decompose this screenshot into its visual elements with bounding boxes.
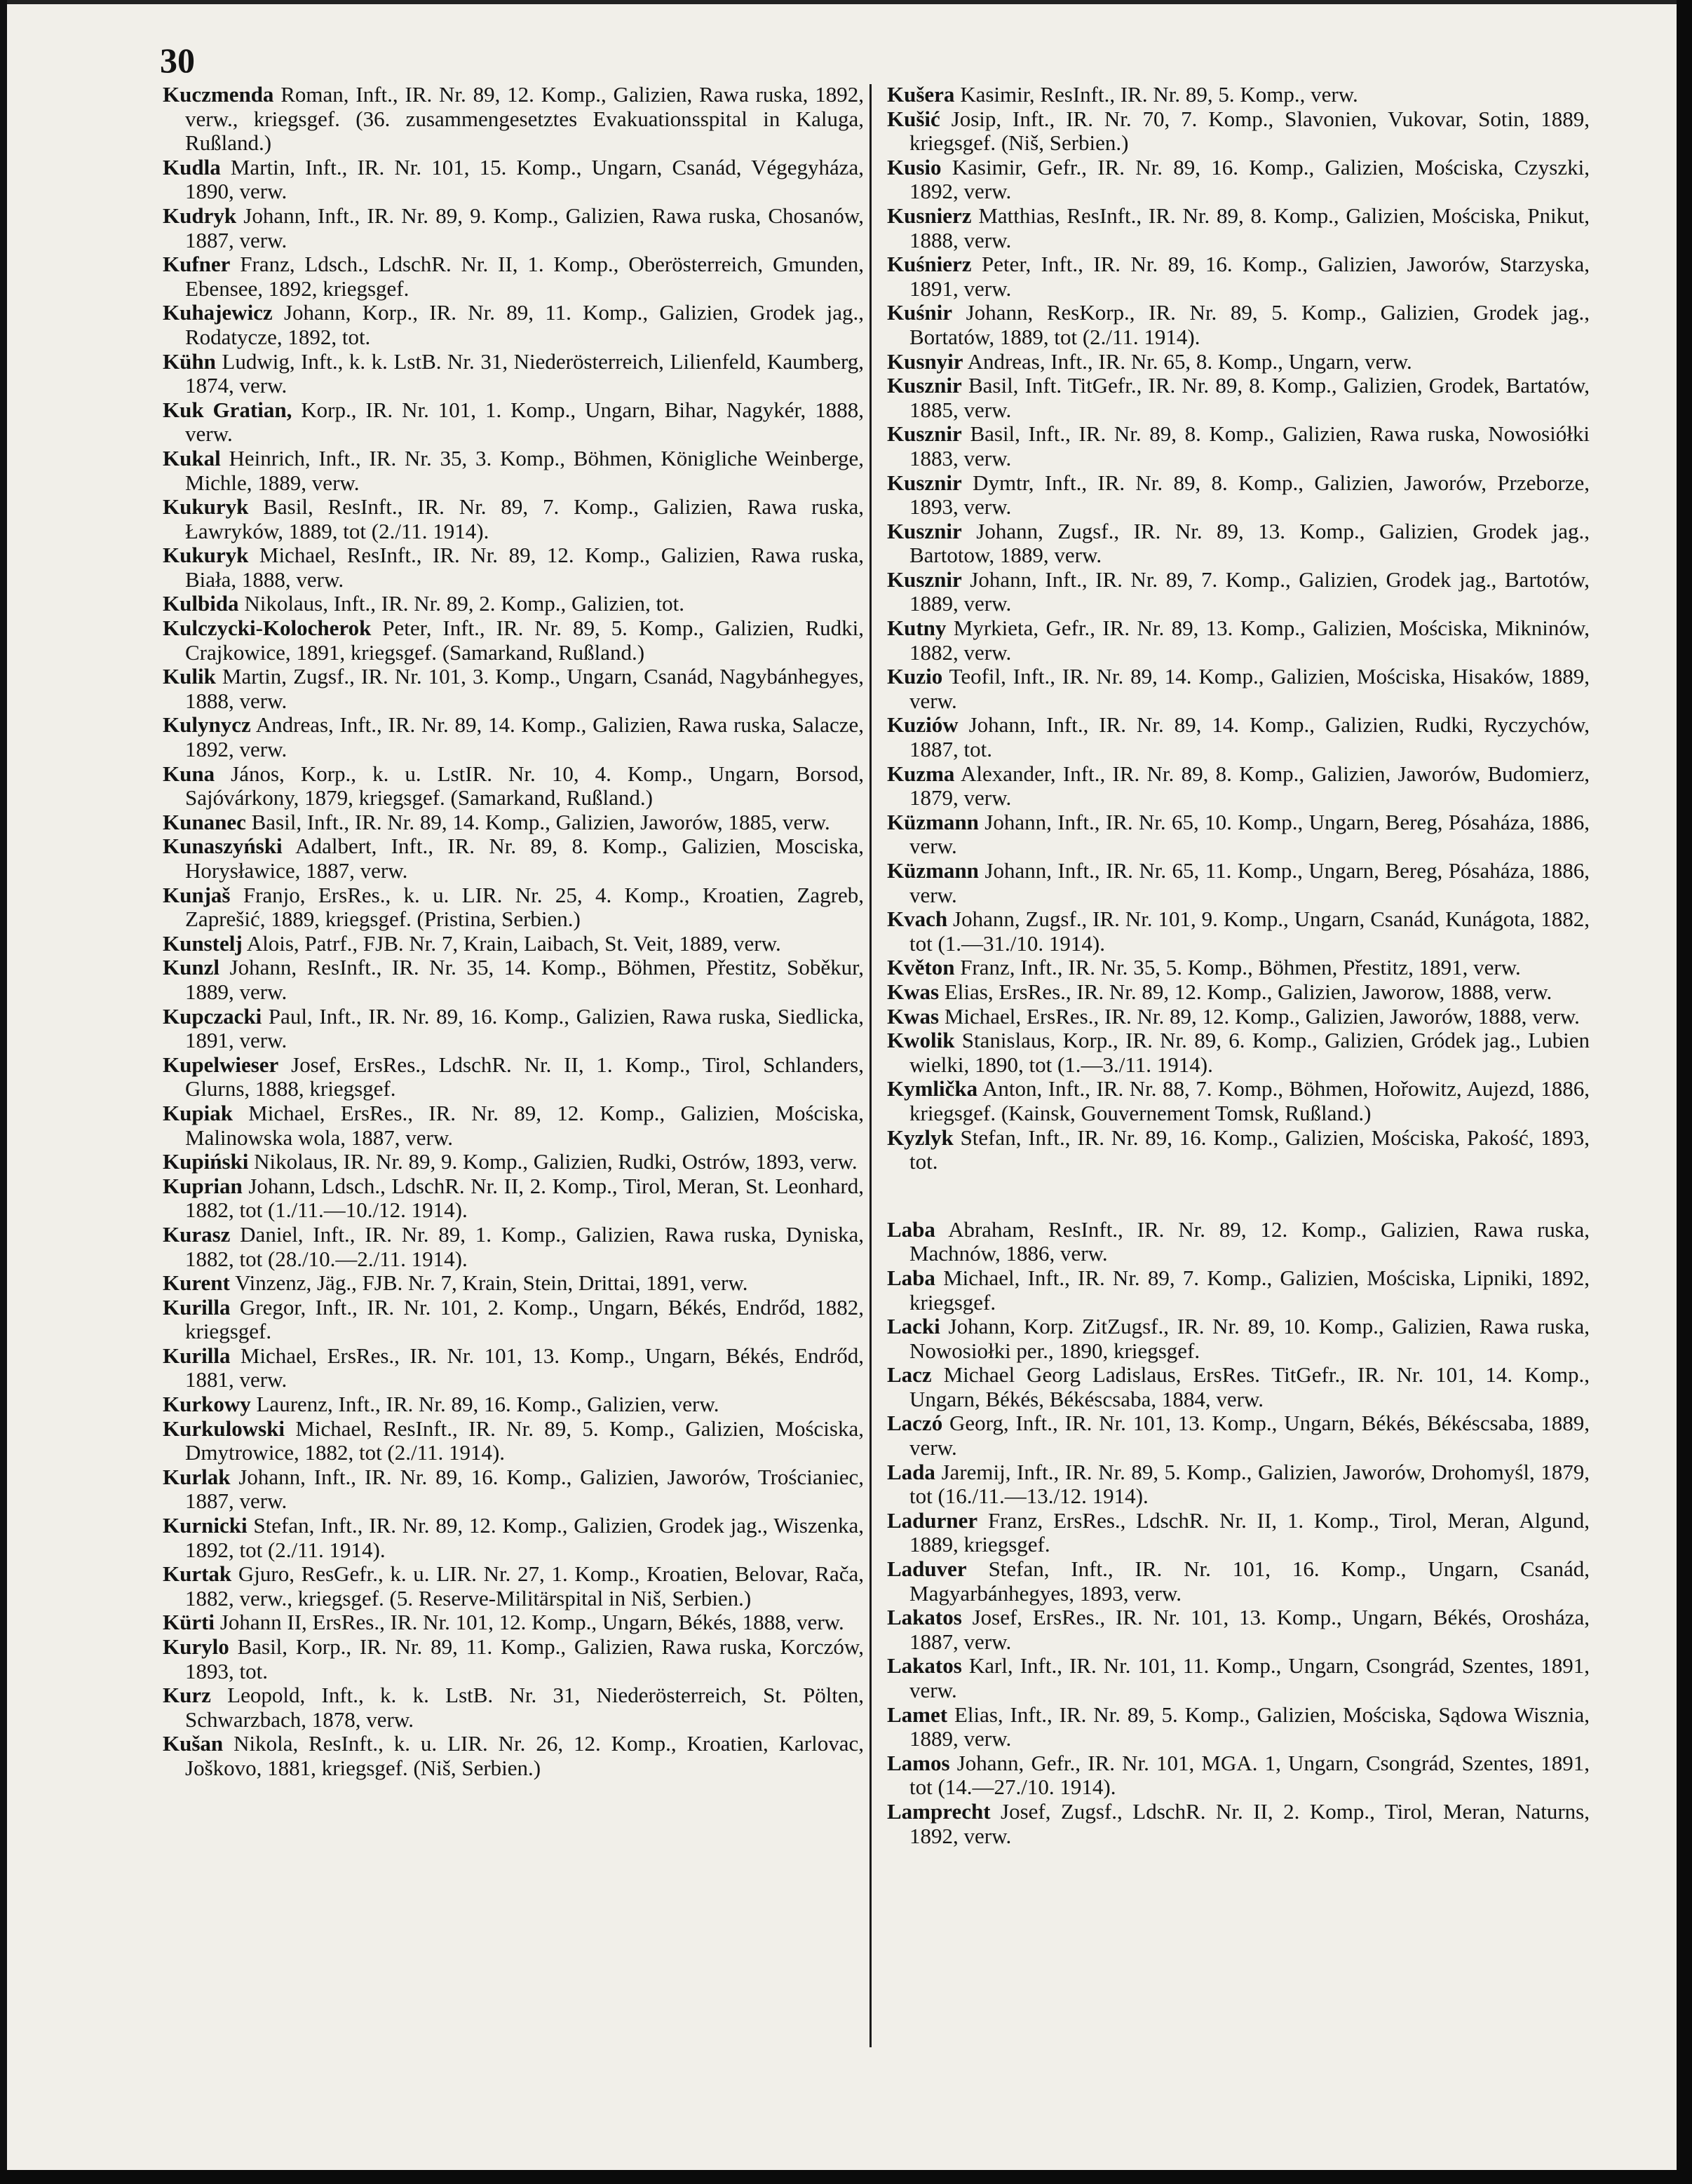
entry-details: Michael, Inft., IR. Nr. 89, 7. Komp., Galizien, Mościska, Lipniki, 1892, kriegsgef.: [909, 1265, 1590, 1315]
entry-details: Johann, Zugsf., IR. Nr. 101, 9. Komp., Ungarn, Csanád, Kunágota, 1882, tot (1.—31./10. 1914).: [909, 907, 1590, 956]
entry-details: Josef, ErsRes., IR. Nr. 101, 13. Komp., Ungarn, Békés, Orosháza, 1887, verw.: [909, 1605, 1590, 1654]
entry-details: Josef, Zugsf., LdschR. Nr. II, 2. Komp., Tirol, Meran, Naturns, 1892, verw.: [909, 1798, 1590, 1848]
entry-details: Gjuro, ResGefr., k. u. LIR. Nr. 27, 1. Komp., Kroatien, Belovar, Rača, 1882, verw., kriegsgef. (5. Reserve-Militärspital in Niš, Serbien.): [185, 1561, 864, 1610]
entry-surname: Kušić: [887, 106, 940, 131]
roster-entry: [163, 883, 864, 932]
roster-entry: [887, 374, 1590, 422]
entry-surname: Kukuryk: [163, 543, 249, 568]
entry-details: Paul, Inft., IR. Nr. 89, 16. Komp., Galizien, Rawa ruska, Siedlicka, 1891, verw.: [185, 1003, 864, 1053]
entry-details: Elias, Inft., IR. Nr. 89, 5. Komp., Galizien, Mościska, Sądowa Wisznia, 1889, verw.: [909, 1702, 1590, 1751]
roster-entry: [163, 932, 864, 956]
roster-entry: [887, 471, 1590, 520]
entry-details: Martin, Inft., IR. Nr. 101, 15. Komp., Ungarn, Csanád, Végegyháza, 1890, verw.: [185, 154, 864, 204]
roster-entry: [163, 1562, 864, 1610]
roster-entry: [887, 107, 1590, 156]
roster-entry: [163, 1223, 864, 1271]
entry-surname: Kunstelj: [163, 930, 243, 956]
roster-entry: [163, 1610, 864, 1635]
roster-entry: [887, 350, 1590, 374]
roster-entry: [887, 1411, 1590, 1460]
entry-surname: Kuna: [163, 761, 215, 786]
entry-surname: Kusnyir: [887, 348, 963, 374]
roster-entry: [163, 350, 864, 398]
roster-entry: [887, 1800, 1590, 1848]
entry-surname: Kutny: [887, 616, 947, 641]
entry-surname: Kuprian: [163, 1173, 243, 1198]
entry-details: János, Korp., k. u. LstIR. Nr. 10, 4. Komp., Ungarn, Borsod, Sajóvárkony, 1879, kriegsgef. (Samarkand, Rußland.): [185, 761, 864, 810]
roster-entry: [887, 1654, 1590, 1702]
roster-entry: [163, 156, 864, 204]
roster-entry: [887, 1703, 1590, 1751]
entry-details: Michael, ErsRes., IR. Nr. 89, 12. Komp., Galizien, Jaworów, 1888, verw.: [939, 1003, 1580, 1029]
entry-details: Stanislaus, Korp., IR. Nr. 89, 6. Komp., Galizien, Gródek jag., Lubien wielki, 1890, tot (1.—3./11. 1914).: [909, 1028, 1590, 1077]
entry-details: Basil, Inft., IR. Nr. 89, 8. Komp., Galizien, Rawa ruska, Nowosiółki 1883, verw.: [909, 421, 1590, 470]
entry-surname: Kurnicki: [163, 1513, 248, 1538]
entry-details: Stefan, Inft., IR. Nr. 89, 12. Komp., Galizien, Grodek jag., Wiszenka, 1892, tot (2./11. 1914).: [185, 1513, 864, 1562]
entry-details: Roman, Inft., IR. Nr. 89, 12. Komp., Galizien, Rawa ruska, 1892, verw., kriegsgef. (36. zusammengesetztes Evakuationsspital in Kaluga, Rußland.): [185, 82, 864, 156]
entry-surname: Kudla: [163, 154, 221, 179]
entry-details: Josef, ErsRes., LdschR. Nr. II, 1. Komp., Tirol, Schlanders, Glurns, 1888, kriegsgef.: [185, 1052, 864, 1101]
entry-details: Jaremij, Inft., IR. Nr. 89, 5. Komp., Galizien, Jaworów, Drohomyśl, 1879, tot (16./11.—13./12. 1914).: [909, 1459, 1590, 1509]
entry-surname: Küzmann: [887, 809, 979, 834]
entry-details: Michael, ErsRes., IR. Nr. 89, 12. Komp., Galizien, Mościska, Malinowska wola, 1887, verw.: [185, 1100, 864, 1150]
entry-surname: Kurz: [163, 1683, 211, 1708]
roster-entry: [163, 301, 864, 349]
roster-entry: [887, 956, 1590, 980]
entry-details: Nikolaus, IR. Nr. 89, 9. Komp., Galizien, Rudki, Ostrów, 1893, verw.: [248, 1149, 858, 1174]
entry-details: Michael Georg Ladislaus, ErsRes. TitGefr., IR. Nr. 101, 14. Komp., Ungarn, Békés, Békéscsaba, 1884, verw.: [909, 1362, 1590, 1411]
entry-surname: Kurilla: [163, 1343, 231, 1368]
entry-surname: Kvach: [887, 907, 948, 932]
entry-surname: Kunzl: [163, 955, 219, 980]
entry-details: Karl, Inft., IR. Nr. 101, 11. Komp., Ungarn, Csongrád, Szentes, 1891, verw.: [909, 1653, 1590, 1702]
entry-details: Teofil, Inft., IR. Nr. 89, 14. Komp., Galizien, Mościska, Hisaków, 1889, verw.: [909, 664, 1590, 713]
entry-details: Elias, ErsRes., IR. Nr. 89, 12. Komp., Galizien, Jaworow, 1888, verw.: [939, 979, 1552, 1004]
roster-entry: [887, 859, 1590, 907]
entry-details: Alexander, Inft., IR. Nr. 89, 8. Komp., Galizien, Jaworów, Budomierz, 1879, verw.: [909, 761, 1590, 810]
entry-details: Andreas, Inft., IR. Nr. 65, 8. Komp., Ungarn, verw.: [963, 348, 1412, 374]
roster-entry: [163, 543, 864, 592]
entry-details: Myrkieta, Gefr., IR. Nr. 89, 13. Komp., Galizien, Mościska, Mikninów, 1882, verw.: [909, 616, 1590, 665]
roster-entry: [887, 1557, 1590, 1606]
entry-surname: Ladurner: [887, 1507, 978, 1533]
entry-details: Basil, Korp., IR. Nr. 89, 11. Komp., Galizien, Rawa ruska, Korczów, 1893, tot.: [185, 1634, 864, 1683]
entry-surname: Kunanec: [163, 809, 246, 834]
entry-surname: Kwas: [887, 979, 940, 1004]
roster-entry: [163, 1635, 864, 1683]
entry-surname: Kuzio: [887, 664, 943, 689]
entry-surname: Lamos: [887, 1750, 950, 1775]
entry-details: Georg, Inft., IR. Nr. 101, 13. Komp., Ungarn, Békés, Békéscsaba, 1889, verw.: [909, 1411, 1590, 1460]
roster-entry: [163, 956, 864, 1004]
roster-entry: [163, 762, 864, 810]
roster-entry: [887, 568, 1590, 616]
entry-details: Johann, Inft., IR. Nr. 89, 14. Komp., Galizien, Rudki, Ryczychów, 1887, tot.: [909, 712, 1590, 762]
entry-details: Stefan, Inft., IR. Nr. 89, 16. Komp., Galizien, Mościska, Pakość, 1893, tot.: [909, 1125, 1590, 1174]
roster-entry: [887, 907, 1590, 956]
entry-details: Johann, ResKorp., IR. Nr. 89, 5. Komp., Galizien, Grodek jag., Bortatów, 1889, tot (2./11. 1914).: [909, 300, 1590, 349]
entry-surname: Lakatos: [887, 1605, 962, 1630]
entry-surname: Kuśnir: [887, 300, 953, 325]
entry-details: Matthias, ResInft., IR. Nr. 89, 8. Komp., Galizien, Mościska, Pnikut, 1888, verw.: [909, 203, 1590, 252]
column-divider: [869, 84, 872, 2047]
entry-details: Nikola, ResInft., k. u. LIR. Nr. 26, 12. Komp., Kroatien, Karlovac, Joškovo, 1881, kriegsgef. (Niš, Serbien.): [185, 1731, 864, 1780]
entry-details: Daniel, Inft., IR. Nr. 89, 1. Komp., Galizien, Rawa ruska, Dyniska, 1882, tot (28./10.—2./11. 1914).: [185, 1221, 864, 1271]
entry-details: Johann, Inft., IR. Nr. 89, 7. Komp., Galizien, Grodek jag., Bartotów, 1889, verw.: [909, 567, 1590, 616]
entry-surname: Kusnierz: [887, 203, 972, 228]
entry-details: Martin, Zugsf., IR. Nr. 101, 3. Komp., Ungarn, Csanád, Nagybánhegyes, 1888, verw.: [185, 664, 864, 713]
roster-entry: [887, 762, 1590, 810]
roster-entry: [887, 1005, 1590, 1029]
entry-details: Franz, Inft., IR. Nr. 35, 5. Komp., Böhmen, Přestitz, 1891, verw.: [954, 955, 1521, 980]
entry-surname: Kušera: [887, 82, 955, 107]
roster-entry: [887, 252, 1590, 301]
entry-surname: Kusznir: [887, 470, 962, 495]
roster-entry: [163, 83, 864, 156]
entry-surname: Kurylo: [163, 1634, 229, 1659]
roster-entry: [887, 1363, 1590, 1411]
entry-details: Gregor, Inft., IR. Nr. 101, 2. Komp., Ungarn, Békés, Endrőd, 1882, kriegsgef.: [185, 1294, 864, 1344]
entry-surname: Kukuryk: [163, 494, 249, 520]
entry-surname: Kuk Gratian,: [163, 397, 292, 422]
entry-details: Nikolaus, Inft., IR. Nr. 89, 2. Komp., Galizien, tot.: [238, 591, 684, 616]
entry-surname: Laczó: [887, 1411, 943, 1436]
entry-surname: Kurilla: [163, 1294, 231, 1320]
entry-details: Michael, ErsRes., IR. Nr. 101, 13. Komp., Ungarn, Békés, Endrőd, 1881, verw.: [185, 1343, 864, 1392]
roster-entry: [887, 1315, 1590, 1363]
entry-surname: Kufner: [163, 252, 231, 277]
roster-entry: [163, 1101, 864, 1150]
entry-surname: Kwolik: [887, 1028, 955, 1053]
entry-details: Johann II, ErsRes., IR. Nr. 101, 12. Komp., Ungarn, Békés, 1888, verw.: [215, 1610, 844, 1635]
roster-entry: [887, 204, 1590, 252]
roster-entry: [163, 1344, 864, 1392]
entry-surname: Kupiak: [163, 1100, 233, 1125]
entry-details: Dymtr, Inft., IR. Nr. 89, 8. Komp., Galizien, Jaworów, Przeborze, 1893, verw.: [909, 470, 1590, 520]
entry-details: Leopold, Inft., k. k. LstB. Nr. 31, Niederösterreich, St. Pölten, Schwarzbach, 1878, verw.: [185, 1683, 864, 1732]
entry-surname: Lada: [887, 1459, 935, 1484]
entry-surname: Laba: [887, 1216, 935, 1242]
entry-details: Johann, Korp., IR. Nr. 89, 11. Komp., Galizien, Grodek jag., Rodatycze, 1892, tot.: [185, 300, 864, 349]
page-number: 30: [160, 41, 195, 80]
roster-entry: [163, 1053, 864, 1101]
entry-surname: Kulik: [163, 664, 216, 689]
roster-entry: [163, 1683, 864, 1732]
entry-details: Johann, Inft., IR. Nr. 65, 10. Komp., Ungarn, Bereg, Pósaháza, 1886, verw.: [909, 809, 1590, 859]
roster-entry: [163, 204, 864, 252]
roster-entry: [163, 1417, 864, 1465]
roster-entry: [887, 980, 1590, 1005]
entry-details: Michael, ResInft., IR. Nr. 89, 5. Komp., Galizien, Mościska, Dmytrowice, 1882, tot (2./11. 1914).: [185, 1416, 864, 1465]
entry-details: Franz, Ldsch., LdschR. Nr. II, 1. Komp., Oberösterreich, Gmunden, Ebensee, 1892, kriegsgef.: [185, 252, 864, 301]
entry-details: Korp., IR. Nr. 101, 1. Komp., Ungarn, Bihar, Nagykér, 1888, verw.: [185, 397, 864, 447]
roster-entry: [887, 713, 1590, 761]
entry-details: Johann, Zugsf., IR. Nr. 89, 13. Komp., Galizien, Grodek jag., Bartotow, 1889, verw.: [909, 518, 1590, 568]
entry-details: Heinrich, Inft., IR. Nr. 35, 3. Komp., Böhmen, Königliche Weinberge, Michle, 1889, verw.: [185, 445, 864, 495]
entry-surname: Kürti: [163, 1610, 215, 1635]
roster-entry: [163, 592, 864, 616]
entry-surname: Kulczycki-Kolocherok: [163, 616, 372, 641]
entry-details: Kasimir, Gefr., IR. Nr. 89, 16. Komp., Galizien, Mościska, Czyszki, 1892, verw.: [909, 154, 1590, 204]
entry-surname: Kušan: [163, 1731, 224, 1756]
entry-surname: Lamprecht: [887, 1798, 991, 1824]
entry-details: Johann, Inft., IR. Nr. 89, 16. Komp., Galizien, Jaworów, Trościaniec, 1887, verw.: [185, 1464, 864, 1514]
entry-surname: Kulynycz: [163, 712, 251, 738]
roster-entry: [163, 447, 864, 495]
page-edge-top: [0, 0, 1692, 4]
roster-entry: [887, 1460, 1590, 1509]
roster-entry: [887, 1077, 1590, 1125]
roster-entry: [887, 156, 1590, 204]
roster-entry: [887, 810, 1590, 859]
page-edge-right: [1677, 0, 1692, 2184]
entry-details: Johann, Inft., IR. Nr. 89, 9. Komp., Galizien, Rawa ruska, Chosanów, 1887, verw.: [185, 203, 864, 252]
entry-details: Andreas, Inft., IR. Nr. 89, 14. Komp., Galizien, Rawa ruska, Salacze, 1892, verw.: [185, 712, 864, 762]
roster-entry: [163, 834, 864, 883]
roster-entry: [163, 398, 864, 447]
entry-surname: Kukal: [163, 445, 221, 470]
entry-surname: Kurlak: [163, 1464, 231, 1489]
entry-surname: Kühn: [163, 348, 216, 374]
entry-details: Stefan, Inft., IR. Nr. 101, 16. Komp., Ungarn, Csanád, Magyarbánhegyes, 1893, verw.: [909, 1556, 1590, 1606]
page-edge-bottom: [0, 2170, 1692, 2184]
entry-surname: Kusznir: [887, 518, 962, 543]
entry-surname: Kyzlyk: [887, 1125, 954, 1150]
entry-surname: Kurkulowski: [163, 1416, 285, 1441]
roster-entry: [163, 1271, 864, 1296]
roster-entry: [163, 1732, 864, 1780]
roster-entry: [163, 616, 864, 665]
entry-surname: Kurasz: [163, 1221, 231, 1247]
roster-entry: [163, 665, 864, 713]
entry-details: Michael, ResInft., IR. Nr. 89, 12. Komp., Galizien, Rawa ruska, Biała, 1888, verw.: [185, 543, 864, 592]
entry-surname: Lacki: [887, 1314, 940, 1339]
entry-surname: Kuzma: [887, 761, 955, 786]
entry-details: Johann, Ldsch., LdschR. Nr. II, 2. Komp., Tirol, Meran, St. Leonhard, 1882, tot (1./11.—10./12. 1914).: [185, 1173, 864, 1223]
roster-entry: [163, 1392, 864, 1417]
entry-surname: Kymlička: [887, 1076, 978, 1101]
entry-details: Vinzenz, Jäg., FJB. Nr. 7, Krain, Stein, Drittai, 1891, verw.: [229, 1270, 748, 1296]
roster-entry: [887, 83, 1590, 107]
roster-entry: [163, 1465, 864, 1514]
entry-details: Basil, ResInft., IR. Nr. 89, 7. Komp., Galizien, Rawa ruska, Ławryków, 1889, tot (2./11. 1914).: [185, 494, 864, 543]
entry-surname: Kusznir: [887, 421, 962, 447]
entry-details: Adalbert, Inft., IR. Nr. 89, 8. Komp., Galizien, Mosciska, Horysławice, 1887, verw.: [185, 834, 864, 883]
entry-surname: Kuczmenda: [163, 82, 274, 107]
entry-surname: Kusznir: [887, 567, 962, 592]
roster-entry: [887, 1029, 1590, 1077]
entry-surname: Kunaszyński: [163, 834, 283, 859]
entry-surname: Lamet: [887, 1702, 948, 1727]
entry-details: Abraham, ResInft., IR. Nr. 89, 12. Komp., Galizien, Rawa ruska, Machnów, 1886, verw.: [909, 1216, 1590, 1266]
entry-surname: Kunjaš: [163, 882, 231, 907]
entry-details: Johann, Inft., IR. Nr. 65, 11. Komp., Ungarn, Bereg, Pósaháza, 1886, verw.: [909, 858, 1590, 907]
entry-surname: Kupiński: [163, 1149, 249, 1174]
roster-entry: [163, 713, 864, 761]
entry-details: Kasimir, ResInft., IR. Nr. 89, 5. Komp., verw.: [954, 82, 1358, 107]
entry-details: Johann, Gefr., IR. Nr. 101, MGA. 1, Ungarn, Csongrád, Szentes, 1891, tot (14.—27./10. 1914).: [909, 1750, 1590, 1800]
roster-entry: [163, 1514, 864, 1562]
roster-entry: [163, 810, 864, 835]
entry-surname: Laba: [887, 1265, 935, 1290]
roster-entry: [887, 1218, 1590, 1266]
entry-surname: Kusznir: [887, 373, 962, 398]
entry-details: Franz, ErsRes., LdschR. Nr. II, 1. Komp., Tirol, Meran, Algund, 1889, kriegsgef.: [909, 1507, 1590, 1557]
roster-entry: [887, 422, 1590, 470]
entry-surname: Lakatos: [887, 1653, 962, 1678]
entry-surname: Kurent: [163, 1270, 230, 1296]
roster-entry: [887, 1126, 1590, 1174]
entry-details: Basil, Inft., IR. Nr. 89, 14. Komp., Galizien, Jaworów, 1885, verw.: [245, 809, 830, 834]
roster-entry: [887, 1266, 1590, 1315]
page-edge-left: [0, 0, 7, 2184]
roster-entry: [163, 1296, 864, 1344]
roster-entry: [163, 495, 864, 543]
right-column: [887, 83, 1590, 1848]
entry-details: Franjo, ErsRes., k. u. LIR. Nr. 25, 4. Komp., Kroatien, Zagreb, Zaprešić, 1889, kriegsgef. (Pristina, Serbien.): [185, 882, 864, 932]
roster-entry: [887, 665, 1590, 713]
roster-entry: [887, 616, 1590, 665]
roster-entry: [887, 1606, 1590, 1654]
entry-details: Alois, Patrf., FJB. Nr. 7, Krain, Laibach, St. Veit, 1889, verw.: [242, 930, 781, 956]
roster-entry: [887, 1751, 1590, 1800]
entry-surname: Laduver: [887, 1556, 967, 1582]
roster-entry: [163, 1150, 864, 1174]
entry-details: Anton, Inft., IR. Nr. 88, 7. Komp., Böhmen, Hořowitz, Aujezd, 1886, kriegsgef. (Kainsk, Gouvernement Tomsk, Rußland.): [909, 1076, 1590, 1125]
roster-entry: [887, 520, 1590, 568]
entry-surname: Kupczacki: [163, 1003, 262, 1029]
roster-entry: [163, 1174, 864, 1223]
entry-surname: Kwas: [887, 1003, 940, 1029]
entry-details: Johann, Korp. ZitZugsf., IR. Nr. 89, 10. Komp., Galizien, Rawa ruska, Nowosiołki per., 1890, kriegsgef.: [909, 1314, 1590, 1363]
entry-surname: Kudryk: [163, 203, 237, 228]
entry-details: Peter, Inft., IR. Nr. 89, 16. Komp., Galizien, Jaworów, Starzyska, 1891, verw.: [909, 252, 1590, 301]
entry-surname: Kulbida: [163, 591, 239, 616]
entry-surname: Kupelwieser: [163, 1052, 279, 1077]
roster-entry: [163, 1005, 864, 1053]
entry-details: Ludwig, Inft., k. k. LstB. Nr. 31, Niederösterreich, Lilienfeld, Kaumberg, 1874, verw.: [185, 348, 864, 398]
entry-details: Johann, ResInft., IR. Nr. 35, 14. Komp., Böhmen, Přestitz, Soběkur, 1889, verw.: [185, 955, 864, 1004]
entry-details: Josip, Inft., IR. Nr. 70, 7. Komp., Slavonien, Vukovar, Sotin, 1889, kriegsgef. (Niš, Serbien.): [909, 106, 1590, 156]
entry-surname: Küzmann: [887, 858, 979, 883]
entry-details: Laurenz, Inft., IR. Nr. 89, 16. Komp., Galizien, verw.: [250, 1392, 719, 1417]
entry-surname: Kuziów: [887, 712, 959, 738]
entry-details: Basil, Inft. TitGefr., IR. Nr. 89, 8. Komp., Galizien, Grodek, Bartatów, 1885, verw.: [909, 373, 1590, 422]
entry-surname: Kusio: [887, 154, 942, 179]
entry-surname: Kurkowy: [163, 1392, 251, 1417]
entry-surname: Kuhajewicz: [163, 300, 273, 325]
entry-details: Peter, Inft., IR. Nr. 89, 5. Komp., Galizien, Rudki, Crajkowice, 1891, kriegsgef. (Samarkand, Rußland.): [185, 616, 864, 665]
roster-entry: [163, 252, 864, 301]
entry-surname: Lacz: [887, 1362, 932, 1388]
left-column: [163, 83, 864, 1781]
roster-entry: [887, 301, 1590, 349]
entry-surname: Květon: [887, 955, 955, 980]
roster-entry: [887, 1509, 1590, 1557]
entry-surname: Kurtak: [163, 1561, 232, 1587]
entry-surname: Kuśnierz: [887, 252, 972, 277]
